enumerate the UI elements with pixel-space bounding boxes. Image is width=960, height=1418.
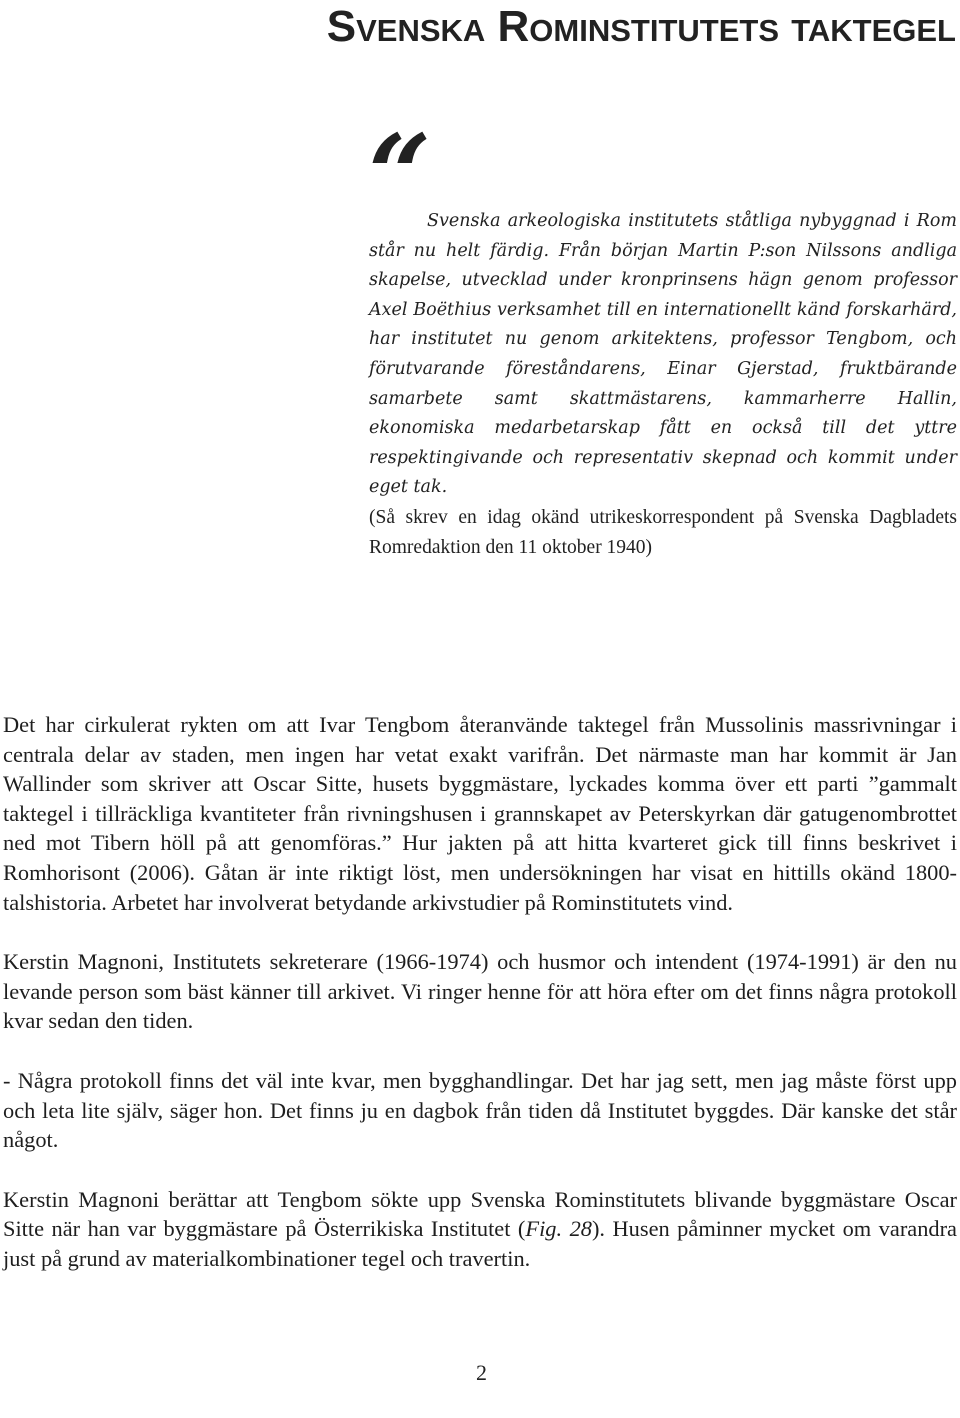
quote-attribution: (Så skrev en idag okänd utrikeskorrespondent på Svenska Dagbladets Romredaktion den 11 oktober 1940) bbox=[369, 507, 957, 558]
quote-block bbox=[369, 207, 957, 503]
page-number: 2 bbox=[476, 1360, 487, 1385]
paragraph: Kerstin Magnoni, Institutets sekreterare (1966-1974) och husmor och intendent (1974-1991) är den nu levande person som bäst känner till arkivet. Vi ringer henne för att höra efter om det finns några protokoll kvar sedan den tiden. bbox=[3, 949, 957, 1034]
paragraph-text: ). Husen påminner mycket om varandra just på grund av materialkombinationer tegel och travertin. bbox=[3, 1216, 957, 1271]
paragraph: Det har cirkulerat rykten om att Ivar Tengbom återanvände taktegel från Mussolinis massrivningar i centrala delar av staden, men ingen har vetat exakt varifrån. Det närmaste man har kommit är Jan Wallinder som skriver att Oscar Sitte, husets byggmästare, lyckades komma över ett parti ”gammalt taktegel i tillräckliga kvantiteter från rivningshusen i grannskapet av Peterskyrkan där gatugenombrottet ned mot Tibern höll på att genomföras.” Hur jakten på att hitta kvarteret gick till finns beskrivet i Romhorisont (2006). Gåtan är inte riktigt löst, men undersökningen har visat en hittills okänd 1800-talshistoria. Arbetet har involverat betydande arkivstudier på Rominstitutets vind. bbox=[3, 712, 957, 915]
figure-reference: Fig. 28 bbox=[525, 1216, 592, 1242]
quote-text: Svenska arkeologiska institutets ståtliga nybyggnad i Rom står nu helt färdig. Från början Martin P:son Nilssons andliga skapelse, utvecklad under kronprinsens hägn genom professor Axel Boëthius verksamhet till en internationellt känd forskarhärd, har institutet nu genom arkitektens, professor Tengbom, och förutvarande föreståndarens, Einar Gjerstad, fruktbärande samarbete samt skattmästarens, kammarherre Hallin, ekonomiska medarbetarskap fått en också till det yttre respektingivande och representativ skepnad och kommit under eget tak. bbox=[369, 211, 957, 498]
paragraph: - Några protokoll finns det väl inte kvar, men bygghandlingar. Det har jag sett, men jag måste först upp och leta lite själv, säger hon. Det finns ju en dagbok från tiden då Institutet byggdes. Där kanske det står något. bbox=[3, 1067, 957, 1153]
body-text bbox=[3, 710, 957, 1304]
page-title: Svenska Rominstitutets taktegel bbox=[326, 2, 956, 51]
quotation-mark: “ bbox=[368, 110, 432, 239]
paragraph bbox=[3, 1185, 957, 1274]
paragraph-text: Kerstin Magnoni berättar att Tengbom sökte upp Svenska Rominstitutets blivande byggmästare Oscar Sitte när han var byggmästare på Österrikiska Institutet ( bbox=[3, 1186, 957, 1242]
